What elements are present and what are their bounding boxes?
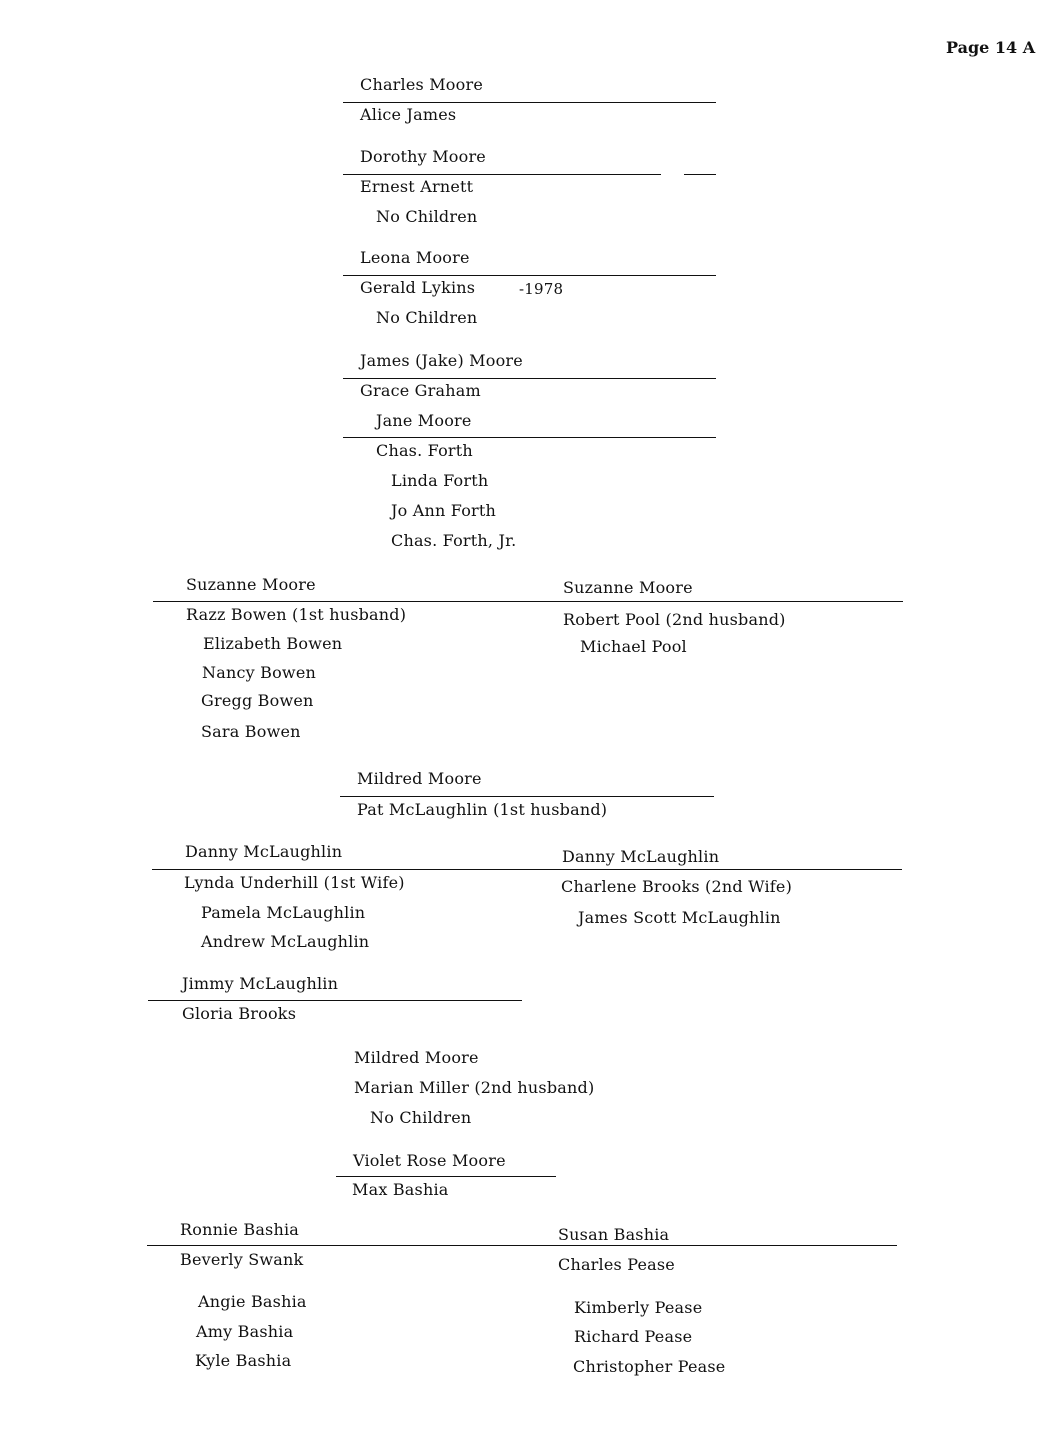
child-danny-1: Andrew McLaughlin (201, 932, 370, 951)
child-ronnie: Angie Bashia (198, 1292, 307, 1311)
head-mildred-2: Mildred Moore (354, 1048, 479, 1067)
child-susan: Richard Pease (574, 1327, 693, 1346)
spouse-jane: Chas. Forth (376, 441, 473, 460)
spouse-james: Grace Graham (360, 381, 481, 400)
child-ronnie: Kyle Bashia (195, 1351, 292, 1370)
spouse-jimmy: Gloria Brooks (182, 1004, 297, 1023)
spouse-dorothy: Ernest Arnett (360, 177, 474, 196)
union-line (336, 1176, 556, 1177)
spouse-mildred-2: Marian Miller (2nd husband) (354, 1078, 595, 1097)
child-susan: Kimberly Pease (574, 1298, 703, 1317)
spouse-danny-1: Lynda Underhill (1st Wife) (184, 873, 405, 892)
head-suzanne-2: Suzanne Moore (563, 578, 693, 597)
head-dorothy: Dorothy Moore (360, 147, 486, 166)
child-jane: Chas. Forth, Jr. (391, 531, 517, 550)
child-suzanne-1: Gregg Bowen (201, 691, 314, 710)
child-jane: Jo Ann Forth (391, 501, 497, 520)
union-line (343, 437, 716, 438)
spouse-mildred-1: Pat McLaughlin (1st husband) (357, 800, 608, 819)
child-suzanne-1: Elizabeth Bowen (203, 634, 343, 653)
head-ronnie: Ronnie Bashia (180, 1220, 300, 1239)
union-line (148, 1000, 522, 1001)
spouse-violet: Max Bashia (352, 1180, 449, 1199)
child-suzanne-1: Nancy Bowen (202, 663, 316, 682)
child-ronnie: Amy Bashia (196, 1322, 294, 1341)
head-susan: Susan Bashia (558, 1225, 670, 1244)
spouse-danny-2: Charlene Brooks (2nd Wife) (561, 877, 793, 896)
date-leona-spouse: -1978 (519, 280, 564, 298)
note-dorothy: No Children (376, 207, 478, 226)
note-mildred-2: No Children (370, 1108, 472, 1127)
spouse-suzanne-2: Robert Pool (2nd husband) (563, 610, 786, 629)
union-line (340, 796, 714, 797)
child-suzanne-2: Michael Pool (580, 637, 687, 656)
spouse-charles: Alice James (360, 105, 457, 124)
head-jane: Jane Moore (376, 411, 472, 430)
note-leona: No Children (376, 308, 478, 327)
union-line (343, 378, 716, 379)
child-jane: Linda Forth (391, 471, 489, 490)
union-line (343, 174, 661, 175)
head-violet: Violet Rose Moore (353, 1151, 506, 1170)
union-line (343, 102, 716, 103)
spouse-ronnie: Beverly Swank (180, 1250, 304, 1269)
head-suzanne-1: Suzanne Moore (186, 575, 316, 594)
head-charles: Charles Moore (360, 75, 483, 94)
head-jimmy: Jimmy McLaughlin (182, 974, 339, 993)
child-susan: Christopher Pease (573, 1357, 726, 1376)
child-danny-1: Pamela McLaughlin (201, 903, 366, 922)
union-line (343, 275, 716, 276)
head-mildred-1: Mildred Moore (357, 769, 482, 788)
union-line (153, 601, 903, 602)
child-suzanne-1: Sara Bowen (201, 722, 301, 741)
union-line (152, 869, 902, 870)
union-line (684, 174, 716, 175)
spouse-leona: Gerald Lykins (360, 278, 476, 297)
head-danny-2: Danny McLaughlin (562, 847, 720, 866)
union-line (147, 1245, 897, 1246)
page-number: Page 14 A (946, 38, 1036, 57)
spouse-suzanne-1: Razz Bowen (1st husband) (186, 605, 407, 624)
head-danny-1: Danny McLaughlin (185, 842, 343, 861)
spouse-susan: Charles Pease (558, 1255, 675, 1274)
head-james: James (Jake) Moore (360, 351, 523, 370)
head-leona: Leona Moore (360, 248, 470, 267)
child-danny-2: James Scott McLaughlin (578, 908, 781, 927)
